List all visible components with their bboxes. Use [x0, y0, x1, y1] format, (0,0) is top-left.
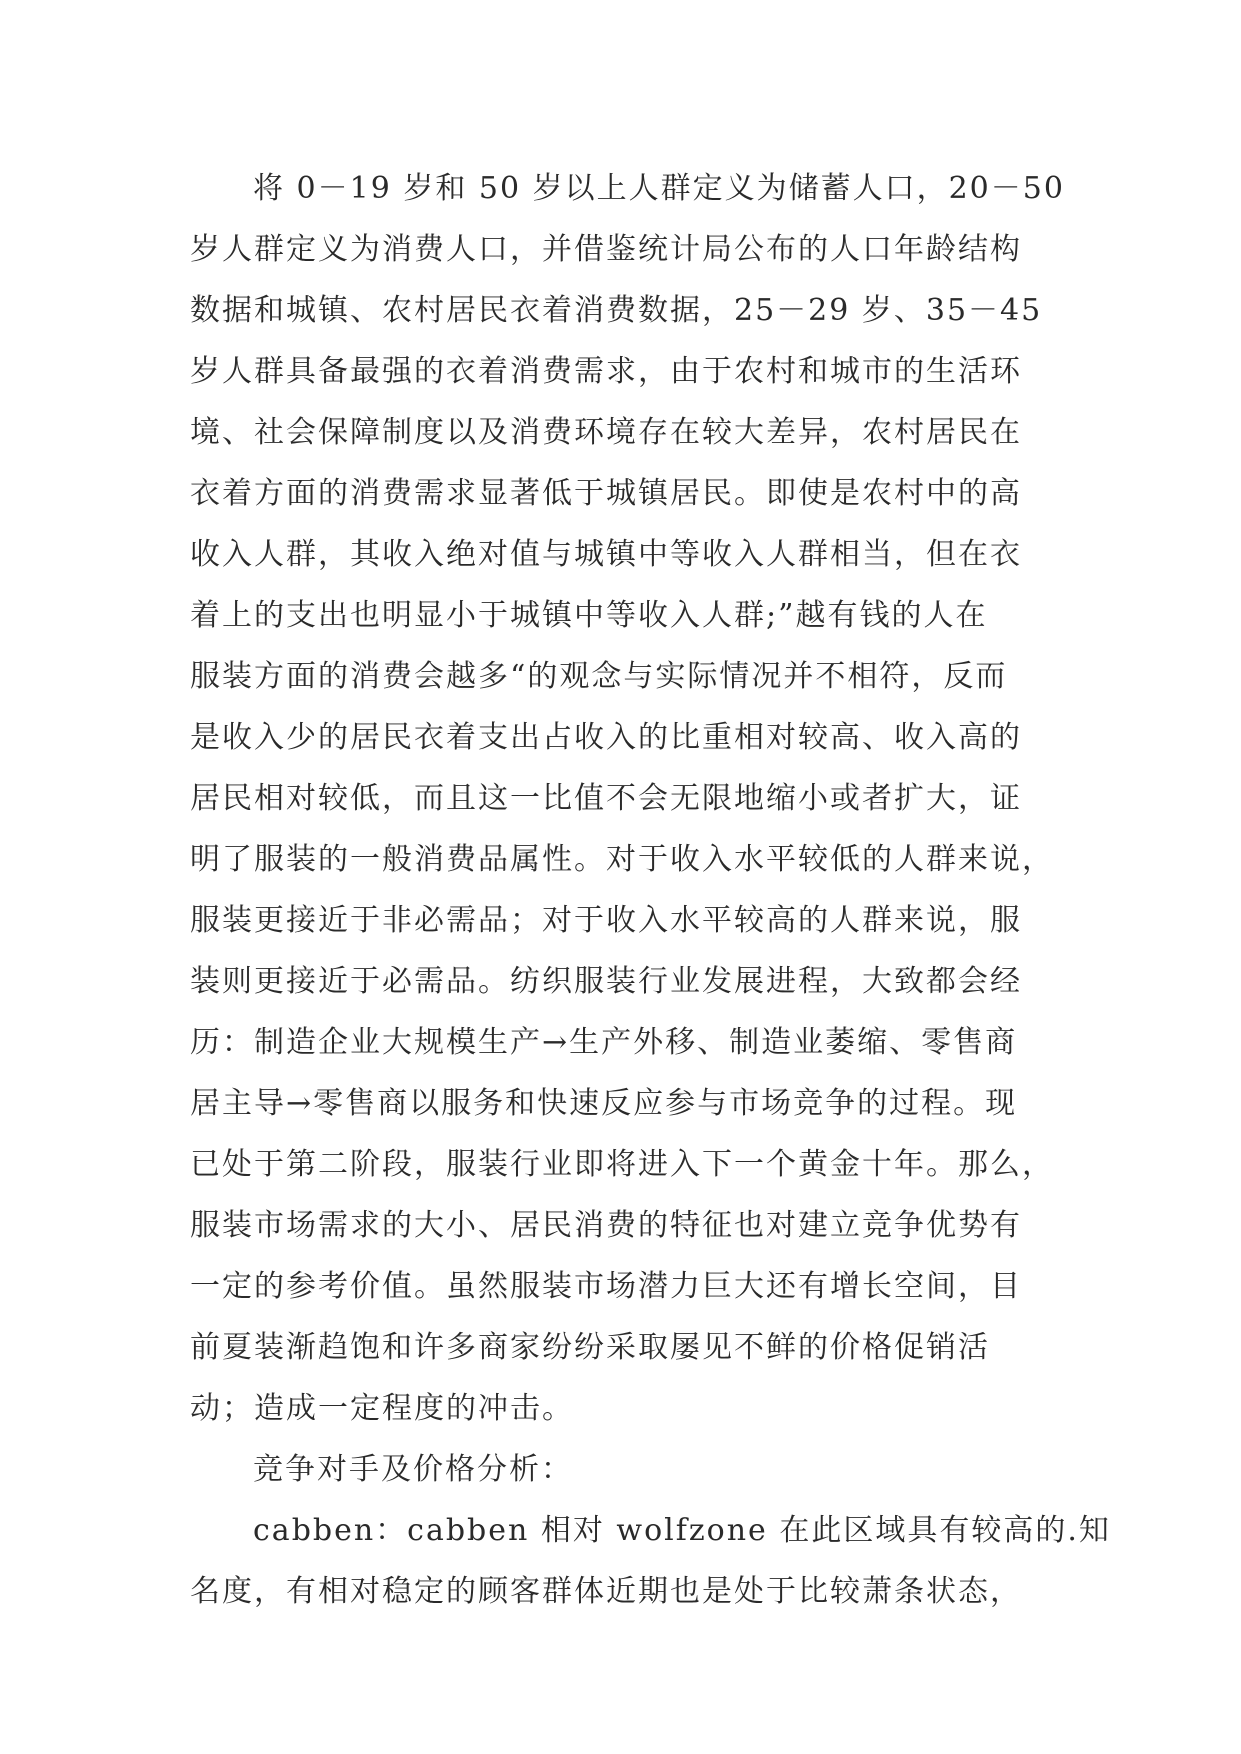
text-line: 动；造成一定程度的冲击。	[190, 1391, 574, 1426]
text-line: 居主导→零售商以服务和快速反应参与市场竞争的过程。现	[190, 1086, 1018, 1121]
text-line: 岁人群定义为消费人口，并借鉴统计局公布的人口年龄结构	[190, 232, 1022, 267]
text-line: 是收入少的居民衣着支出占收入的比重相对较高、收入高的	[190, 720, 1022, 755]
text-line: 岁人群具备最强的衣着消费需求，由于农村和城市的生活环	[190, 354, 1022, 389]
text-line: 着上的支出也明显小于城镇中等收入人群;”越有钱的人在	[190, 598, 988, 633]
text-line: 名度，有相对稳定的顾客群体近期也是处于比较萧条状态，	[190, 1574, 1022, 1609]
section-heading	[190, 1439, 1070, 1500]
heading-text: 竞争对手及价格分析：	[253, 1452, 573, 1487]
text-line: 前夏装渐趋饱和许多商家纷纷采取屡见不鲜的价格促销活	[190, 1330, 990, 1365]
document-body	[190, 158, 1111, 1622]
text-line: 将 0－19 岁和 50 岁以上人群定义为储蓄人口，20－50	[253, 171, 1065, 206]
text-line: 衣着方面的消费需求显著低于城镇居民。即使是农村中的高	[190, 476, 1022, 511]
text-line: 已处于第二阶段，服装行业即将进入下一个黄金十年。那么，	[190, 1147, 1054, 1182]
paragraph-3	[190, 1500, 1111, 1622]
text-line: 收入人群，其收入绝对值与城镇中等收入人群相当，但在衣	[190, 537, 1022, 572]
text-line: 数据和城镇、农村居民衣着消费数据，25－29 岁、35－45	[190, 293, 1043, 328]
text-line: 服装方面的消费会越多“的观念与实际情况并不相符，反而	[190, 659, 1008, 694]
text-line: 服装市场需求的大小、居民消费的特征也对建立竞争优势有	[190, 1208, 1022, 1243]
text-line: 历：制造企业大规模生产→生产外移、制造业萎缩、零售商	[190, 1025, 1018, 1060]
text-line: 明了服装的一般消费品属性。对于收入水平较低的人群来说，	[190, 842, 1054, 877]
paragraph-1	[190, 158, 1070, 1439]
text-line: 服装更接近于非必需品；对于收入水平较高的人群来说，服	[190, 903, 1022, 938]
text-line: cabben：cabben 相对 wolfzone 在此区域具有较高的.知	[253, 1513, 1111, 1548]
text-line: 境、社会保障制度以及消费环境存在较大差异，农村居民在	[190, 415, 1022, 450]
text-line: 一定的参考价值。虽然服装市场潜力巨大还有增长空间，目	[190, 1269, 1022, 1304]
text-line: 居民相对较低，而且这一比值不会无限地缩小或者扩大，证	[190, 781, 1022, 816]
text-line: 装则更接近于必需品。纺织服装行业发展进程，大致都会经	[190, 964, 1022, 999]
